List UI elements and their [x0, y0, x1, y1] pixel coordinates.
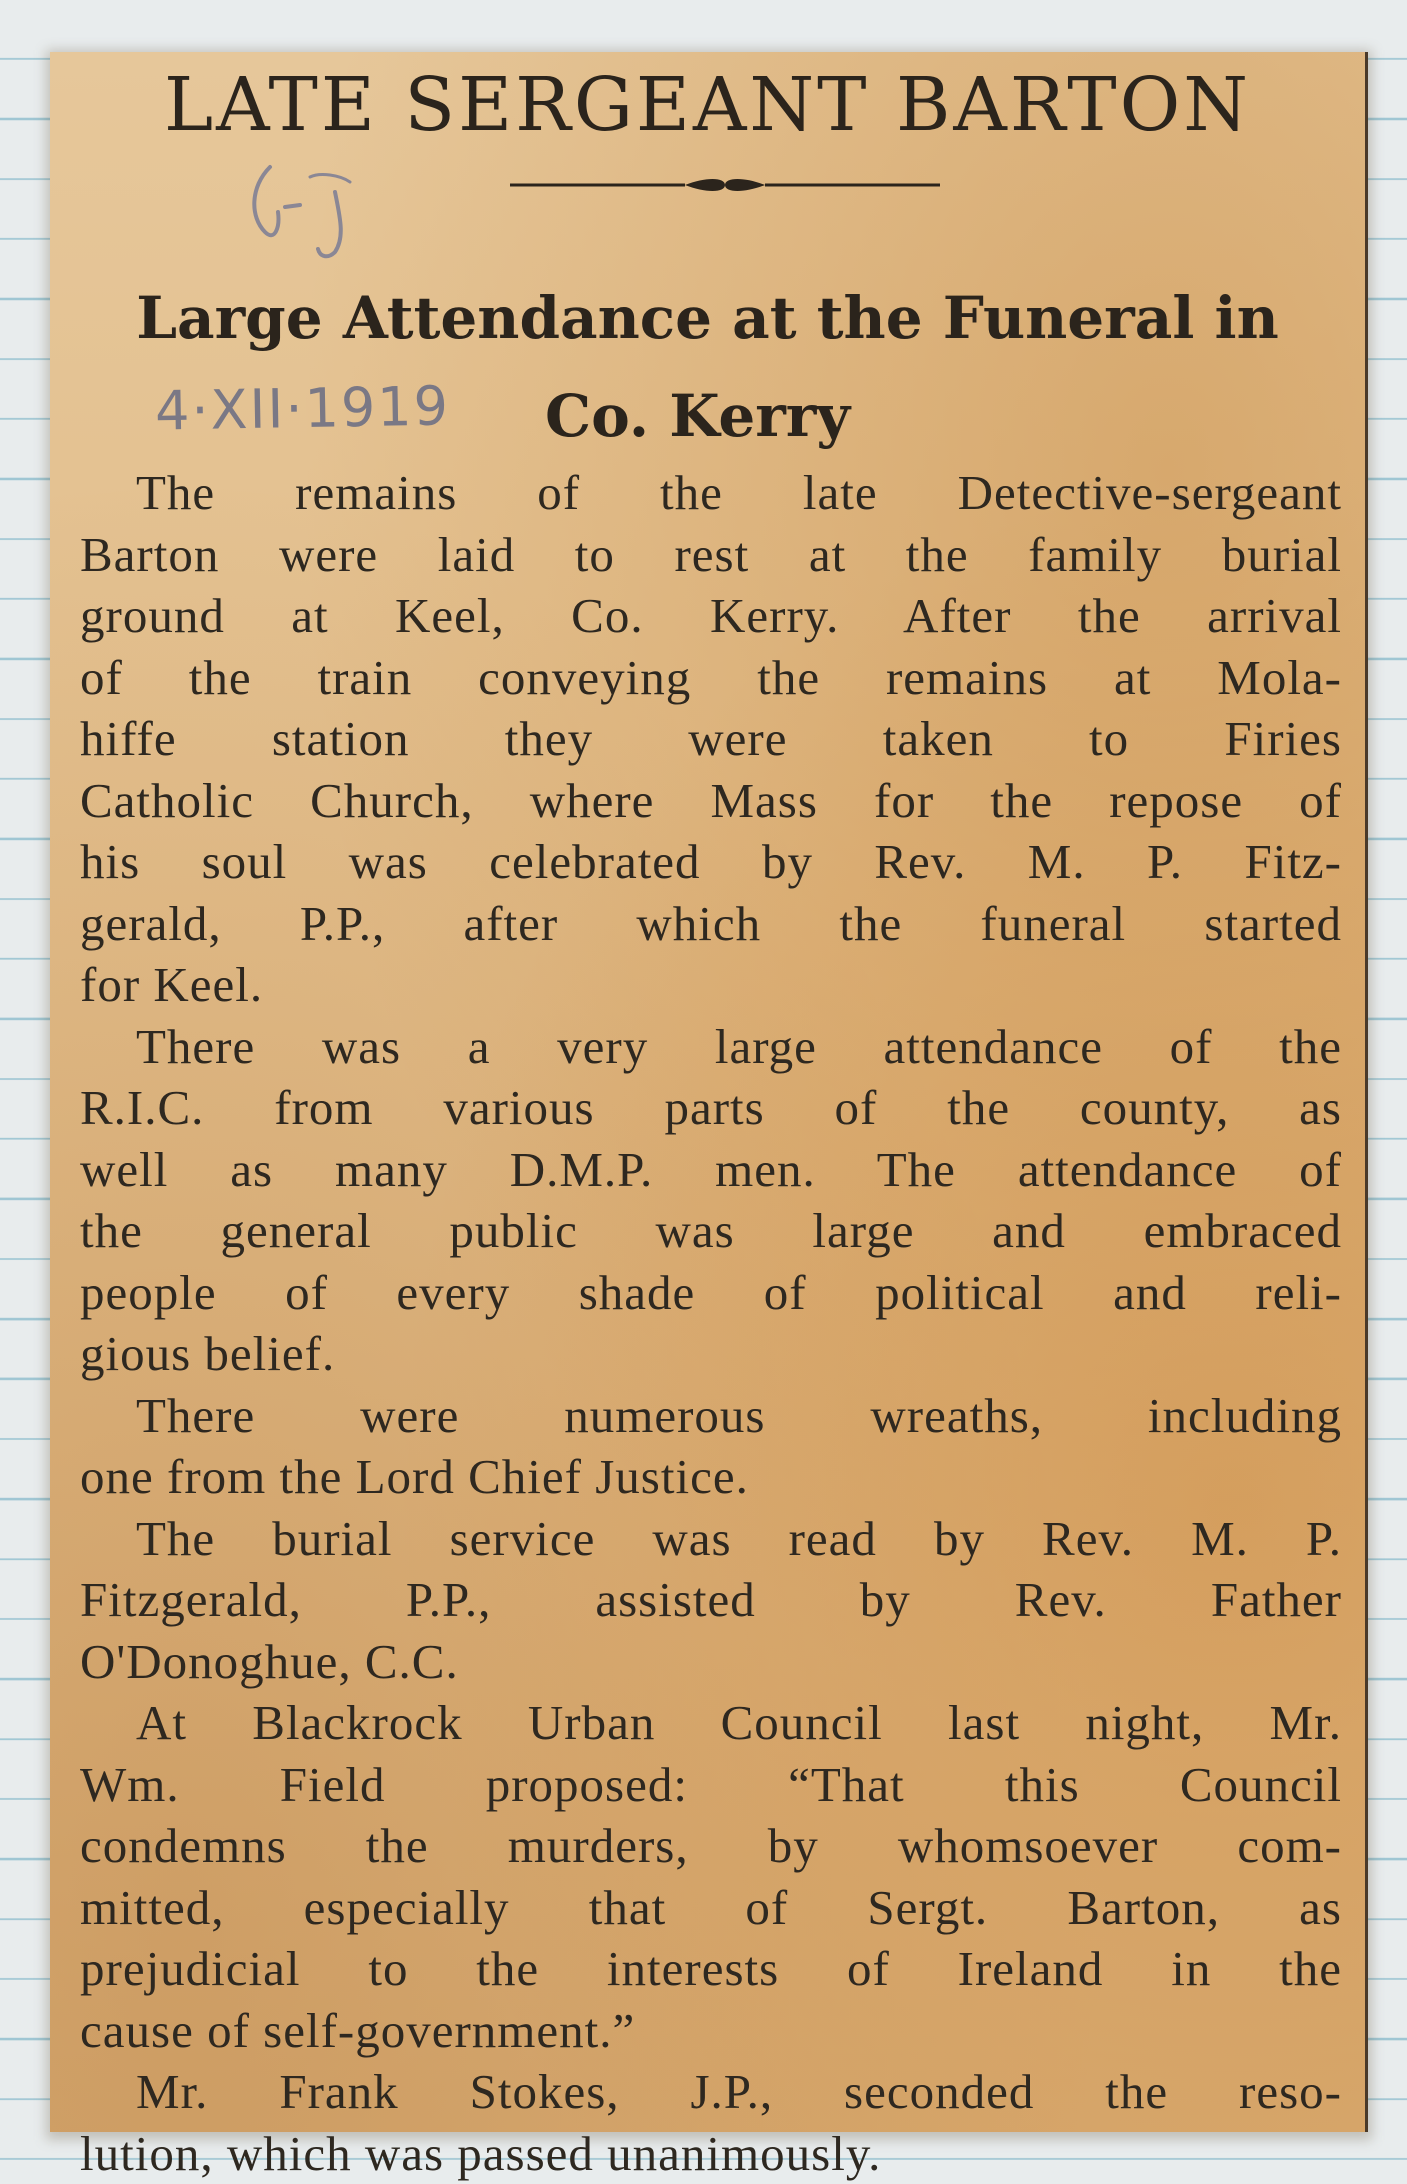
subheadline-line-2: Co. Kerry	[545, 382, 850, 450]
body-line: gerald, P.P., after which the funeral started	[80, 893, 1342, 955]
body-line: of the train conveying the remains at Mola-	[80, 647, 1342, 709]
body-line: lution, which was passed unanimously.	[80, 2123, 1342, 2184]
body-line: condemns the murders, by whomsoever com-	[80, 1815, 1342, 1877]
body-line: There was a very large attendance of the	[80, 1016, 1342, 1078]
body-line: Fitzgerald, P.P., assisted by Rev. Father	[80, 1569, 1342, 1631]
body-line: well as many D.M.P. men. The attendance of	[80, 1139, 1342, 1201]
body-line: the general public was large and embraced	[80, 1200, 1342, 1262]
body-line: cause of self-government.”	[80, 2000, 1342, 2062]
body-line: There were numerous wreaths, including	[80, 1385, 1342, 1447]
body-line: Wm. Field proposed: “That this Council	[80, 1754, 1342, 1816]
subheadline-line-1: Large Attendance at the Funeral in	[50, 284, 1365, 352]
pencil-mark-icon	[240, 147, 380, 267]
body-line: gious belief.	[80, 1323, 1342, 1385]
body-line: one from the Lord Chief Justice.	[80, 1446, 1342, 1508]
article-body	[80, 462, 1342, 2184]
headline: LATE SERGEANT BARTON	[50, 62, 1365, 148]
body-line: prejudicial to the interests of Ireland in the	[80, 1938, 1342, 2000]
body-line: O'Donoghue, C.C.	[80, 1631, 1342, 1693]
body-line: for Keel.	[80, 954, 1342, 1016]
handwritten-date: 4·XII·1919	[154, 374, 450, 442]
body-line: Barton were laid to rest at the family burial	[80, 524, 1342, 586]
body-line: R.I.C. from various parts of the county, as	[80, 1077, 1342, 1139]
body-line: The burial service was read by Rev. M. P.	[80, 1508, 1342, 1570]
body-line: people of every shade of political and reli-	[80, 1262, 1342, 1324]
body-line: ground at Keel, Co. Kerry. After the arrival	[80, 585, 1342, 647]
body-line: The remains of the late Detective-sergeant	[80, 462, 1342, 524]
ornament-rule	[510, 177, 940, 193]
body-line: his soul was celebrated by Rev. M. P. Fitz-	[80, 831, 1342, 893]
body-line: mitted, especially that of Sergt. Barton, as	[80, 1877, 1342, 1939]
body-line: hiffe station they were taken to Firies	[80, 708, 1342, 770]
body-line: Mr. Frank Stokes, J.P., seconded the reso-	[80, 2061, 1342, 2123]
body-line: Catholic Church, where Mass for the repose of	[80, 770, 1342, 832]
newspaper-clipping	[50, 52, 1368, 2132]
body-line: At Blackrock Urban Council last night, Mr.	[80, 1692, 1342, 1754]
